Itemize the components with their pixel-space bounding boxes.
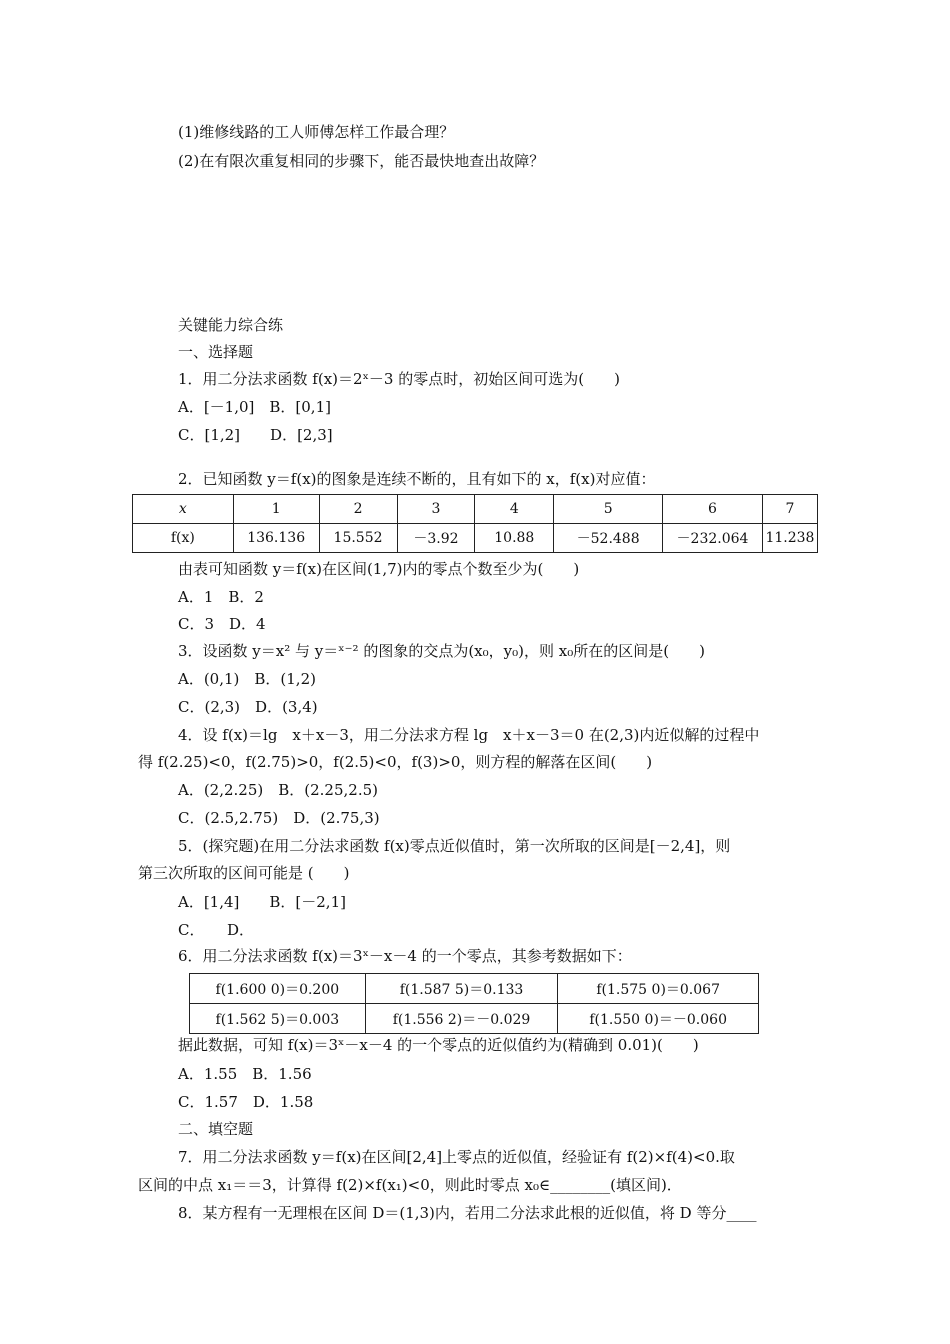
q1-options-ab: A．[－1,0] B．[0,1] (178, 398, 331, 416)
table-row (133, 524, 818, 553)
q6-options-ab: A．1.55 B．1.56 (178, 1065, 312, 1083)
table-cell: －232.064 (663, 524, 763, 553)
q2-options-cd: C．3 D．4 (178, 615, 266, 633)
q1-stem: 1．用二分法求函数 f(x)＝2ˣ－3 的零点时，初始区间可选为( ) (178, 370, 620, 388)
q7-stem-line2: 区间的中点 x₁＝＝3，计算得 f(2)×f(x₁)<0，则此时零点 x₀∈________(填区间)． (138, 1176, 682, 1194)
table-cell: 6 (663, 495, 763, 524)
q6-after-table: 据此数据，可知 f(x)＝3ˣ－x－4 的一个零点的近似值约为(精确到 0.01)( ) (178, 1036, 699, 1054)
table-row (133, 495, 818, 524)
q5-stem-line2: 第三次所取的区间可能是 ( ) (138, 864, 350, 882)
table-cell: 3 (397, 495, 475, 524)
table-row (190, 1004, 759, 1034)
q3-options-ab: A．(0,1) B．(1,2) (178, 670, 316, 688)
q1-options-cd: C．[1,2] D．[2,3] (178, 426, 333, 444)
table-cell: 15.552 (319, 524, 397, 553)
q5-stem-line1: 5．(探究题)在用二分法求函数 f(x)零点近似值时，第一次所取的区间是[－2,4]，则 (178, 837, 731, 855)
table-cell: f(1.575 0)＝0.067 (558, 974, 759, 1004)
table-cell: －52.488 (554, 524, 663, 553)
table-cell: f(x) (133, 524, 234, 553)
q2-after-table: 由表可知函数 y＝f(x)在区间(1,7)内的零点个数至少为( ) (178, 560, 580, 578)
section-title: 关键能力综合练 (178, 316, 284, 334)
table-cell: 5 (554, 495, 663, 524)
table-cell: 7 (762, 495, 817, 524)
q5-options-ab: A．[1,4] B．[－2,1] (178, 893, 346, 911)
part-title: 二、填空题 (178, 1120, 254, 1138)
table-cell: f(1.587 5)＝0.133 (365, 974, 558, 1004)
q7-stem-line1: 7．用二分法求函数 y＝f(x)在区间[2,4]上零点的近似值，经验证有 f(2)×f(4)<0.取 (178, 1148, 735, 1166)
table-cell: f(1.600 0)＝0.200 (190, 974, 366, 1004)
q4-options-cd: C．(2.5,2.75) D．(2.75,3) (178, 809, 380, 827)
q2-stem: 2．已知函数 y＝f(x)的图象是连续不断的，且有如下的 x，f(x)对应值： (178, 470, 656, 488)
question-line: (1)维修线路的工人师傅怎样工作最合理？ (178, 123, 455, 141)
question-line: (2)在有限次重复相同的步骤下，能否最快地查出故障？ (178, 152, 545, 170)
table-cell: f(1.556 2)＝－0.029 (365, 1004, 558, 1034)
q6-stem: 6．用二分法求函数 f(x)＝3ˣ－x－4 的一个零点，其参考数据如下： (178, 947, 632, 965)
table-cell: 10.88 (475, 524, 554, 553)
table-cell: f(1.562 5)＝0.003 (190, 1004, 366, 1034)
q4-stem-line1: 4．设 f(x)＝lg x＋x－3，用二分法求方程 lg x＋x－3＝0 在(2,3)内近似解的过程中 (178, 726, 760, 744)
part-title: 一、选择题 (178, 343, 254, 361)
table-cell: 2 (319, 495, 397, 524)
q2-value-table (132, 494, 818, 553)
q8-stem: 8．某方程有一无理根在区间 D＝(1,3)内，若用二分法求此根的近似值，将 D 等分____ (178, 1204, 757, 1222)
table-cell: x (133, 495, 234, 524)
table-cell: 4 (475, 495, 554, 524)
q4-stem-line2: 得 f(2.25)<0，f(2.75)>0，f(2.5)<0，f(3)>0，则方程的解落在区间( ) (138, 753, 653, 771)
q3-options-cd: C．(2,3) D．(3,4) (178, 698, 318, 716)
table-cell: 1 (233, 495, 319, 524)
table-cell: －3.92 (397, 524, 475, 553)
q6-reference-table (189, 973, 759, 1034)
table-row (190, 974, 759, 1004)
q3-stem: 3．设函数 y＝x² 与 y＝ˣ⁻² 的图象的交点为(x₀，y₀)，则 x₀所在的区间是( ) (178, 642, 705, 660)
q2-options-ab: A．1 B．2 (178, 588, 264, 606)
table-cell: 11.238 (762, 524, 817, 553)
table-cell: f(1.550 0)＝－0.060 (558, 1004, 759, 1034)
q4-options-ab: A．(2,2.25) B．(2.25,2.5) (178, 781, 378, 799)
table-cell: 136.136 (233, 524, 319, 553)
q6-options-cd: C．1.57 D．1.58 (178, 1093, 314, 1111)
q5-options-cd: C． D． (178, 921, 255, 939)
